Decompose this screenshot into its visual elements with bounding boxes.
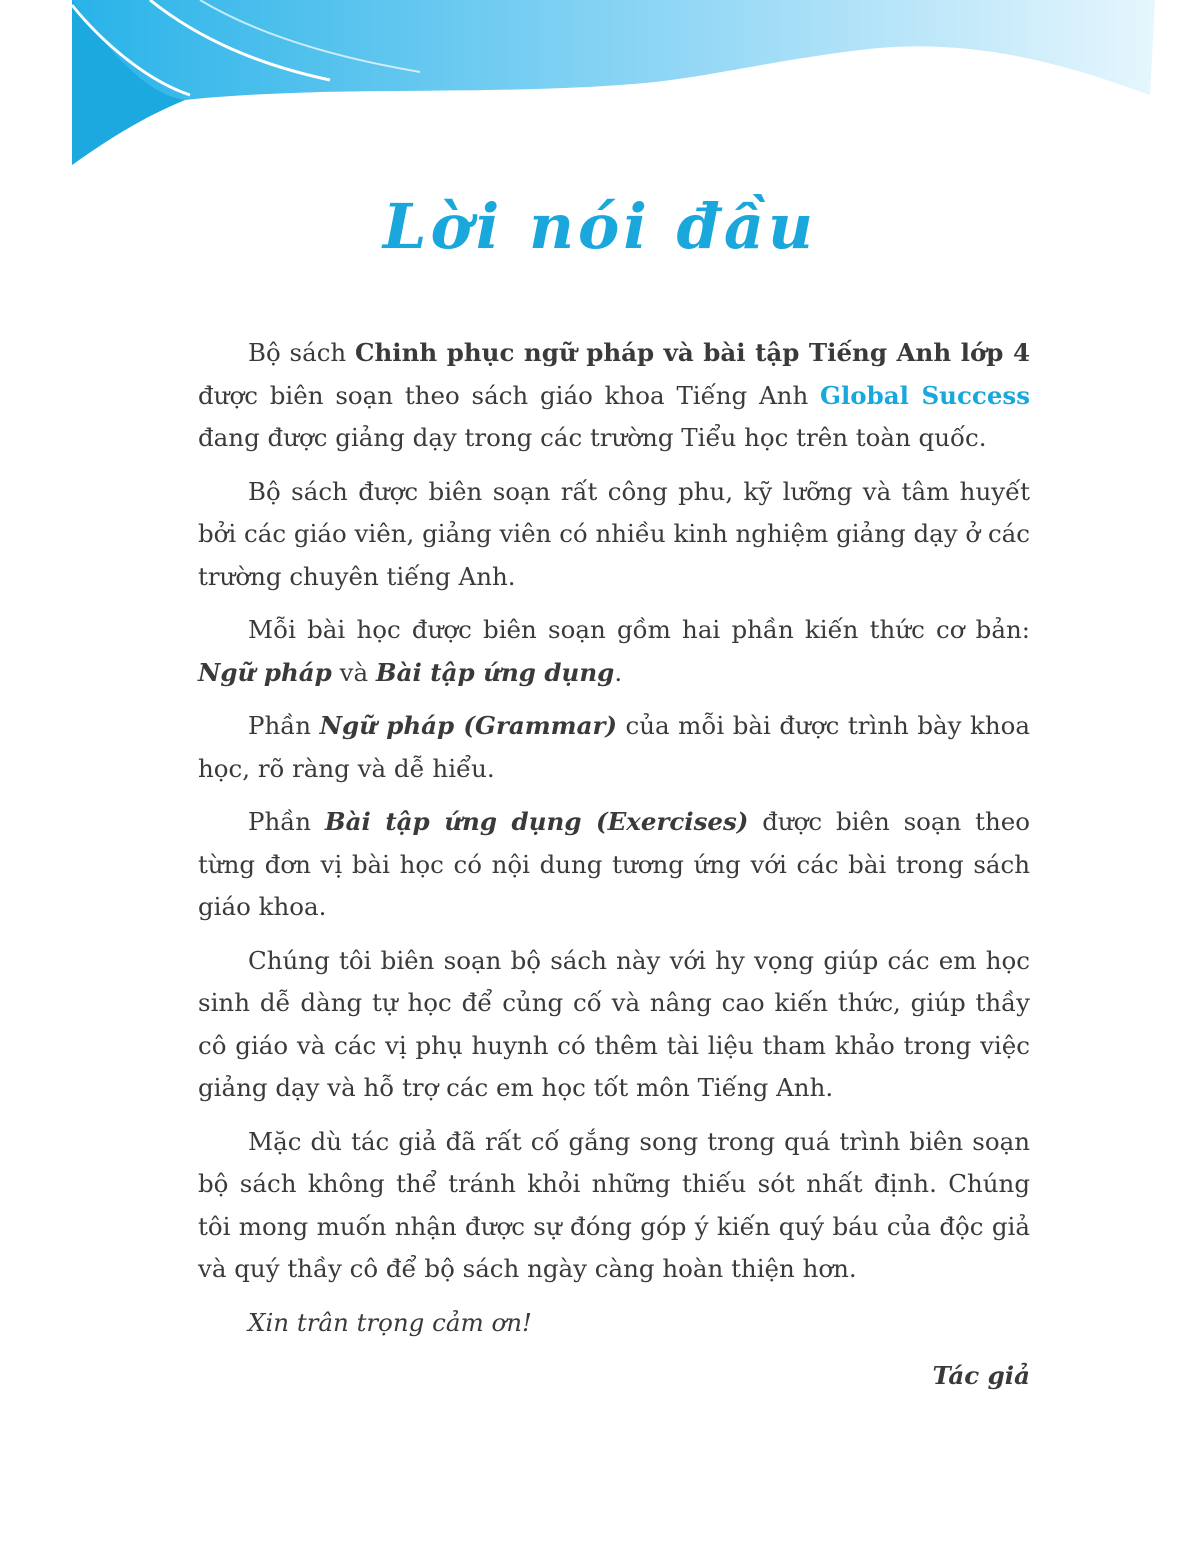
text-run: Mỗi bài học được biên soạn gồm hai phần kiến thức cơ bản: [248,615,1030,644]
header-wave-decoration [0,0,1200,180]
paragraph-7: Mặc dù tác giả đã rất cố gắng song trong quá trình biên soạn bộ sách không thể tránh khỏi những thiếu sót nhất định. Chúng tôi mong muốn nhận được sự đóng góp ý kiến quý báu của độc giả và quý thầy cô để bộ sách ngày càng hoàn thiện hơn. [198,1126,1030,1283]
text-run: của mỗi bài được trình bày khoa học, rõ ràng và dễ hiểu. [198,711,1030,783]
preface-body [198,332,1030,1409]
paragraph-3 [198,609,1030,694]
emphasis: Ngữ pháp [198,657,332,687]
paragraph-5 [198,801,1030,929]
text-run: đang được giảng dạy trong các trường Tiểu học trên toàn quốc. [198,423,987,452]
paragraph-2: Bộ sách được biên soạn rất công phu, kỹ lưỡng và tâm huyết bởi các giáo viên, giảng viên có nhiều kinh nghiệm giảng dạy ở các trường chuyên tiếng Anh. [198,476,1031,591]
closing-line: Xin trân trọng cảm ơn! [248,1307,532,1337]
text-run: được biên soạn theo từng đơn vị bài học có nội dung tương ứng với các bài trong sách giáo khoa. [198,807,1030,921]
paragraph-6: Chúng tôi biên soạn bộ sách này với hy vọng giúp các em học sinh dễ dàng tự học để củng cố và nâng cao kiến thức, giúp thầy cô giáo và các vị phụ huynh có thêm tài liệu tham khảo trong việc giảng dạy và hỗ trợ các em học tốt môn Tiếng Anh. [198,945,1030,1102]
text-run: Phần [248,807,325,836]
text-run: . [614,657,623,687]
series-name: Global Success [820,380,1030,410]
text-run: và [331,657,376,687]
paragraph-1 [198,332,1030,460]
emphasis: Ngữ pháp (Grammar) [319,711,617,740]
book-title: Chinh phục ngữ pháp và bài tập Tiếng Anh lớp 4 [354,338,1030,367]
text-run: Bộ sách [248,338,355,367]
paragraph-4 [198,705,1030,790]
page-title: Lời nói đầu [382,190,818,263]
text-run: Phần [248,711,320,740]
emphasis: Bài tập ứng dụng [375,657,615,687]
emphasis: Bài tập ứng dụng (Exercises) [324,807,749,836]
text-run: được biên soạn theo sách giáo khoa Tiếng Anh [198,380,821,410]
signature: Tác giả [932,1361,1030,1390]
